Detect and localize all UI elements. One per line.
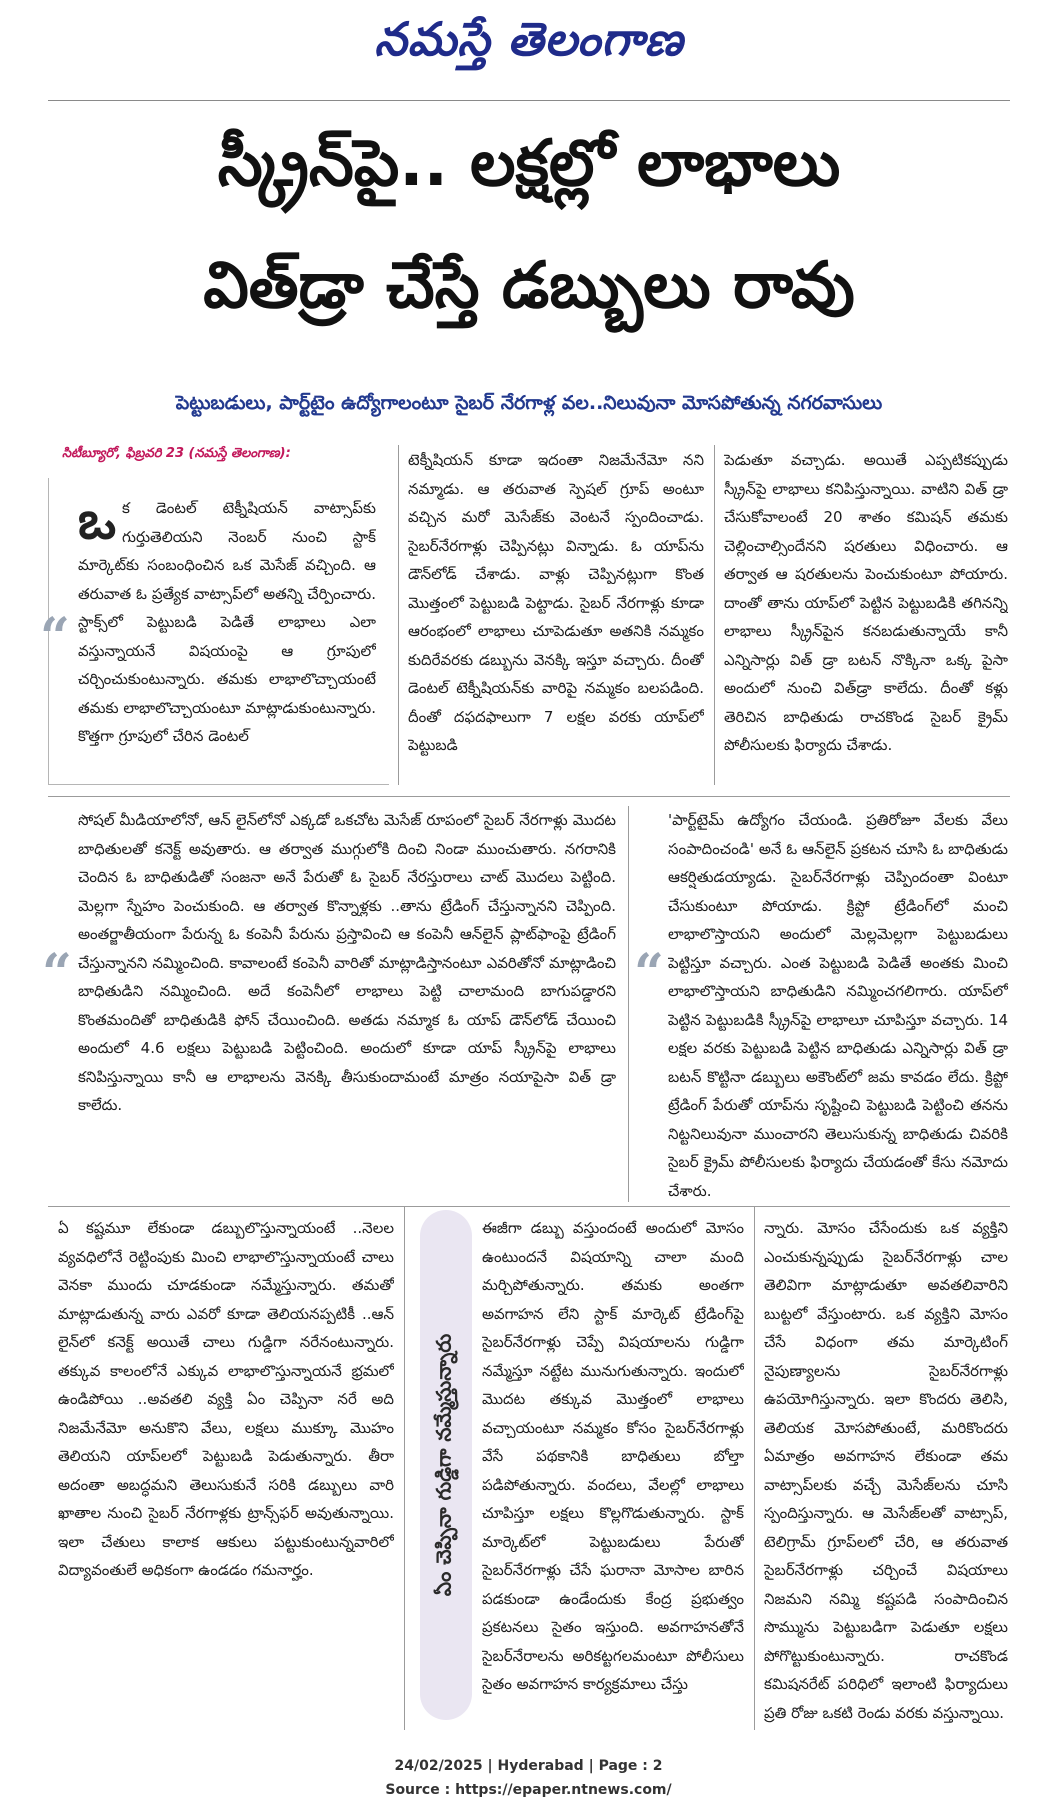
column-divider (628, 806, 629, 1202)
masthead-logo: నమస్తే తెలంగాణ (374, 12, 684, 66)
column-divider (398, 445, 399, 785)
section1-column-3: పెడుతూ వచ్చాడు. అయితే ఎప్పటికప్పుడు స్క్రీన్‌పై లాభాలు కనిపిస్తున్నాయి. వాటిని విత్ డ్రా చేసుకోవాలంటే 20 శాతం కమిషన్ తమకు చెల్లించాల్సిందేనని షరతులు విధించారు. ఆ తర్వాత ఆ షరతులను పెంచుకుంటూ పోయారు. దాంతో తాను యాప్‌లో పెట్టిన పెట్టుబడికి తగినన్ని లాభాలు స్క్రీన్‌పైన కనబడుతున్నాయే కానీ ఎన్నిసార్లు విత్ డ్రా బటన్ నొక్కినా ఒక్క పైసా అందులో నుంచి విత్‌డ్రా కాలేదు. దీంతో కళ్లు తెరిచిన బాధితుడు రాచకొండ సైబర్ క్రైమ్ పోలీసులకు ఫిర్యాదు చేశాడు. (724, 451, 1008, 754)
masthead-rule (48, 100, 1010, 101)
column-divider (754, 1206, 755, 1730)
section2-right-column: 'పార్ట్‌టైమ్ ఉద్యోగం చేయండి. ప్రతిరోజూ వేలకు వేలు సంపాదించండి' అనే ఓ ఆన్‌లైన్ ప్రకటన చూసి ఓ బాధితుడు ఆకర్షితుడయ్యాడు. సైబర్‌నేరగాళ్లు చెప్పిందంతా వింటూ చేసుకుంటూ పోయాడు. క్రిప్టో ట్రేడింగ్‌లో మంచి లాభాలొస్తాయని అందులో మెల్లమెల్లగా పెట్టుబడులు పెట్టిస్తూ వచ్చారు. ఎంత పెట్టుబడి పెడితే అంతకు మించి లాభాలొస్తాయని బాధితుడిని నమ్మించగలిగారు. యాప్‌లో పెట్టిన పెట్టుబడికి స్క్రీన్‌పై లాభాలూ చూపిస్తూ వచ్చారు. 14 లక్షల వరకు పెట్టుబడి పెట్టిన బాధితుడు ఎన్నిసార్లు విత్ డ్రా బటన్ కొట్టినా డబ్బులు అకౌంట్‌లో జమ కావడం లేదు. క్రిప్టో ట్రేడింగ్ పేరుతో యాప్‌ను సృష్టించి పెట్టుబడి పెట్టించి తనను నిట్టనిలువునా ముంచారని తెలుసుకున్న బాధితుడు చివరికి సైబర్ క్రైమ్ పోలీసులకు ఫిర్యాదు చేయడంతో కేసు నమోదు చేశారు. (668, 811, 1008, 1200)
dateline: సిటీబ్యూరో, ఫిబ్రవరి 23 (నమస్తే తెలంగాణ): (62, 446, 291, 461)
quote-mark-icon: “ (42, 943, 72, 1004)
column-divider (404, 1206, 405, 1730)
headline-line-2: విత్‌డ్రా చేస్తే డబ్బులు రావు (203, 249, 855, 323)
quote-mark-icon: “ (634, 943, 664, 1004)
section-divider (48, 796, 1010, 797)
newspaper-page (40, 0, 1010, 1740)
masthead (48, 0, 1010, 90)
section1-column-1-text: క డెంటల్ టెక్నీషియన్ వాట్సాప్‌కు గుర్తుతెలియని నెంబర్ నుంచి స్టాక్ మార్కెట్‌కు సంబంధించిన ఒక మెసేజ్ వచ్చింది. ఆ తరువాత ఓ ప్రత్యేక వాట్సాప్‌లో అతన్ని చేర్పించారు. స్టాక్స్‌లో పెట్టుబడి పెడితే లాభాలు ఎలా వస్తున్నాయనే విషయంపై ఆ గ్రూపులో చర్చించుకుంటున్నారు. తమకు లాభాలొచ్చాయంటే తమకు లాభాలొచ్చాయంటూ మాట్లాడుకుంటున్నారు. కొత్తగా గ్రూపులో చేరిన డెంటల్ (78, 499, 376, 745)
footer-source: Source : https://epaper.ntnews.com/ (385, 1782, 672, 1798)
section3-column-1: ఏ కష్టమూ లేకుండా డబ్బులొస్తున్నాయంటే ..నెలల వ్యవధిలోనే రెట్టింపుకు మించి లాభాలొస్తున్నాయంటే చాలు వెనకా ముందు చూడకుండా నమ్మేస్తున్నారు. తమతో మాట్లాడుతున్న వారు ఎవరో కూడా తెలియనప్పటికీ ..ఆన్ లైన్‌లో కనెక్ట్ అయితే చాలు గుడ్డిగా నరేనంటున్నారు. తక్కువ కాలంలోనే ఎక్కువ లాభాలొస్తున్నాయనే భ్రమలో ఉండిపోయి ..అవతలి వ్యక్తి ఏం చెప్పినా నరే అది నిజమేనేమో అనుకొని వేలు, లక్షలు ముక్కూ మొహం తెలియని యాప్‌లలో పెట్టుబడి పెడుతున్నారు. తీరా అదంతా అబద్ధమని తెలుసుకునే సరికి డబ్బులు వారి ఖాతాల నుంచి సైబర్ నేరగాళ్లకు ట్రాన్స్‌ఫర్ అవుతున్నాయి. ఇలా చేతులు కాలాక ఆకులు పట్టుకుంటున్నవారిలో విద్యావంతులే అధికంగా ఉండడం గమనార్హం. (58, 1219, 394, 1579)
section3-column-2: ఈజీగా డబ్బు వస్తుందంటే అందులో మోసం ఉంటుందనే విషయాన్ని చాలా మంది మర్చిపోతున్నారు. తమకు అంతగా అవగాహన లేని స్టాక్ మార్కెట్ ట్రేడింగ్‌పై సైబర్‌నేరగాళ్లు చెప్పే విషయాలను గుడ్డిగా నమ్మేస్తూ నట్టేట మునుగుతున్నారు. ఇందులో మొదట తక్కువ మొత్తంలో లాభాలు వచ్చాయంటూ నమ్మకం కోసం సైబర్‌నేరగాళ్లు వేసే పథకానికి బాధితులు బోల్తా పడిపోతున్నారు. వందలు, వేలల్లో లాభాలు చూపిస్తూ లక్షలు కొల్లగొడుతున్నారు. స్టాక్ మార్కెట్‌లో పెట్టుబడులు పేరుతో సైబర్‌నేరగాళ్లు చేసే ఘరానా మోసాల బారిన పడకుండా ఉండేందుకు కేంద్ర ప్రభుత్వం ప్రకటనలు సైతం ఇస్తుంది. అవగాహనతోనే సైబర్‌నేరాలను అరికట్టగలమంటూ పోలీసులు సైతం అవగాహన కార్యక్రమాలు చేస్తు (482, 1219, 744, 1693)
headline-line-1: స్క్రీన్‌పై.. లక్షల్లో లాభాలు (217, 127, 841, 201)
footer-dateline: 24/02/2025 | Hyderabad | Page : 2 (394, 1758, 663, 1774)
section-divider (48, 1206, 1010, 1207)
section3-column-3: న్నారు. మోసం చేసేందుకు ఒక వ్యక్తిని ఎంచుకున్నప్పుడు సైబర్‌నేరగాళ్లు చాల తెలివిగా మాట్లాడుతూ అవతలివారిని బుట్టలో వేస్తుంటారు. ఒక వ్యక్తిని మోసం చేసే విధంగా తమ మార్కెటింగ్ నైపుణ్యాలను సైబర్‌నేరగాళ్లు ఉపయోగిస్తున్నారు. ఇలా కొందరు తెలిసి, తెలియక మోసపోతుంటే, మరికొందరు ఏమాత్రం అవగాహన లేకుండా తమ వాట్సాప్‌లకు వచ్చే మెసేజ్‌లను చూసి స్పందిస్తున్నారు. ఆ మెసేజ్‌లతో వాట్సాప్, టెలిగ్రామ్ గ్రూప్‌లలో చేరి, ఆ తరువాత సైబర్‌నేరగాళ్లు చర్చించే విషయాలు నిజమని నమ్మి కష్టపడి సంపాదించిన సొమ్మును పెట్టుబడిగా పెడుతూ లక్షలు పోగొట్టుకుంటున్నారు. రాచకొండ కమిషనరేట్ పరిధిలో ఇలాంటి ఫిర్యాదులు ప్రతి రోజు ఒకటి రెండు వరకు వస్తున్నాయి. (764, 1219, 1008, 1722)
subheadline: పెట్టుబడులు, పార్ట్‌టైం ఉద్యోగాలంటూ సైబర్ నేరగాళ్ల వల..నిలువునా మోసపోతున్న నగరవాసులు (175, 392, 883, 414)
sidebar-label: ఏం చెప్పినా గుడ్డిగా నమ్మేస్తున్నారు (431, 1333, 456, 1597)
section1-column-1 (78, 494, 376, 778)
section1-column-2: టెక్నీషియన్ కూడా ఇదంతా నిజమేనేమో నని నమ్మాడు. ఆ తరువాత స్పెషల్ గ్రూప్ అంటూ వచ్చిన మరో మెసేజ్‌కు వెంటనే స్పందించాడు. సైబర్‌నేరగాళ్లు చెప్పినట్లు విన్నాడు. ఓ యాప్‌ను డౌన్‌లోడ్ చేశాడు. వాళ్లు చెప్పినట్లుగా కొంత మొత్తంలో పెట్టుబడి పెట్టాడు. సైబర్ నేరగాళ్లు కూడా ఆరంభంలో లాభాలు చూపెడుతూ అతనికి నమ్మకం కుదిరేవరకు డబ్బును వెనక్కి ఇస్తూ వచ్చారు. దీంతో డెంటల్ టెక్నీషియన్‌కు వారిపై నమ్మకం బలపడింది. దీంతో దఫదఫాలుగా 7 లక్షల వరకు యాప్‌లో పెట్టుబడి (408, 451, 704, 754)
dropcap: ఒ (78, 494, 117, 551)
quote-mark-icon: “ (40, 607, 70, 668)
sidebar-label-pill (420, 1210, 472, 1720)
section2-left-column: సోషల్ మీడియాలోనో, ఆన్ లైన్‌లోనో ఎక్కడో ఒకచోట మెసేజ్ రూపంలో సైబర్ నేరగాళ్లు మొదట బాధితులతో కనెక్ట్ అవుతారు. ఆ తర్వాత ముగ్గులోకి దించి నిండా ముంచుతారు. నగరానికి చెందిన ఓ బాధితుడితో సంజనా అనే పేరుతో ఓ సైబర్ నేరస్తురాలు చాట్ మొదలు పెట్టింది. మెల్లగా స్నేహం పెంచుకుంది. ఆ తర్వాత కొన్నాళ్లకు ..తాను ట్రేడింగ్ చేస్తున్నానని చెప్పింది. అంతర్జాతీయంగా పేరున్న ఓ కంపెనీ పేరును ప్రస్తావించి ఆ కంపెనీ ఆన్‌లైన్ ప్లాట్‌ఫాంపై ట్రేడింగ్ చేస్తున్నానని నమ్మించింది. కావాలంటే కంపెనీ వారితో మాట్లాడిస్తానంటూ ఎవరితోనో మాట్లాడించి బాధితుడిని నమ్మించింది. అదే కంపెనీలో లాభాలు పెట్టి చాలామంది బాగుపడ్డారని కొంతమందితో బాధితుడికి ఫోన్ చేయించింది. అతడు నమ్మాక ఓ యాప్ డౌన్‌లోడ్ చేయించి అందులో 4.6 లక్షలు పెట్టుబడి పెట్టించింది. అందులో కూడా యాప్ స్క్రీన్‌పై లాభాలు కనిపిస్తున్నాయి కానీ ఆ లాభాలను వెనక్కి తీసుకుందామంటే మాత్రం నయాపైసా విత్ డ్రా కాలేదు. (78, 811, 616, 1114)
column-divider (714, 445, 715, 785)
